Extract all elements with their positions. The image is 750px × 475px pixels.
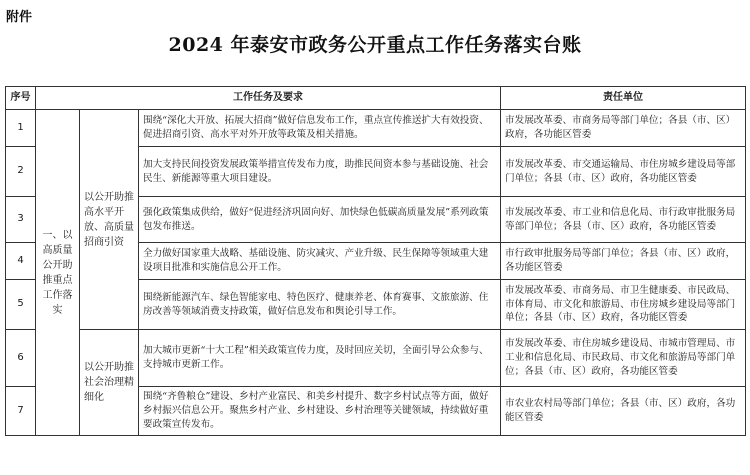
row-number: 5 <box>6 280 36 330</box>
task-ledger-table <box>5 86 746 436</box>
unit-cell: 市发展改革委、市住房城乡建设局、市城市管理局、市工业和信息化局、市民政局、市文化和旅游局等部门单位；各县（市、区）政府，各功能区管委 <box>501 330 746 387</box>
unit-cell: 市发展改革委、市工业和信息化局、市行政审批服务局等部门单位；各县（市、区）政府，各功能区管委 <box>501 197 746 243</box>
document-title: 2024 年泰安市政务公开重点工作任务落实台账 <box>168 34 582 56</box>
unit-cell: 市发展改革委、市商务局等部门单位；各县（市、区）政府，各功能区管委 <box>501 110 746 147</box>
header-unit: 责任单位 <box>501 87 746 110</box>
row-number: 6 <box>6 330 36 387</box>
task-cell: 强化政策集成供给，做好“促进经济巩固向好、加快绿色低碳高质量发展”系列政策包发布推送。 <box>139 197 501 243</box>
row-number: 2 <box>6 147 36 197</box>
task-cell: 围绕“齐鲁粮仓”建设、乡村产业富民、和美乡村提升、数字乡村试点等方面，做好乡村振兴信息公开。聚焦乡村产业、乡村建设、乡村治理等关键领域，持续做好重要政策宣传发布。 <box>139 387 501 436</box>
table-row <box>6 110 746 147</box>
table-header-row <box>6 87 746 110</box>
attachment-label: 附件 <box>6 10 33 25</box>
task-cell: 加大城市更新“十大工程”相关政策宣传力度，及时回应关切，全面引导公众参与、支持城市更新工作。 <box>139 330 501 387</box>
task-cell: 围绕“深化大开放、拓展大招商”做好信息发布工作，重点宣传推送扩大有效投资、促进招商引资、高水平对外开放等政策及相关措施。 <box>139 110 501 147</box>
unit-cell: 市行政审批服务局等部门单位；各县（市、区）政府，各功能区管委 <box>501 243 746 280</box>
unit-cell: 市发展改革委、市商务局、市卫生健康委、市民政局、市体育局、市文化和旅游局、市住房城乡建设局等部门单位；各县（市、区）政府，各功能区管委 <box>501 280 746 330</box>
table-row <box>6 330 746 387</box>
row-number: 4 <box>6 243 36 280</box>
header-task: 工作任务及要求 <box>36 87 501 110</box>
task-cell: 围绕新能源汽车、绿色智能家电、特色医疗、健康养老、体育赛事、文旅旅游、住房改善等领域消费支持政策，做好信息发布和舆论引导工作。 <box>139 280 501 330</box>
row-number: 7 <box>6 387 36 436</box>
unit-cell: 市农业农村局等部门单位；各县（市、区）政府，各功能区管委 <box>501 387 746 436</box>
unit-cell: 市发展改革委、市交通运输局、市住房城乡建设局等部门单位；各县（市、区）政府，各功能区管委 <box>501 147 746 197</box>
row-number: 3 <box>6 197 36 243</box>
subcategory-cell: 以公开助推高水平开放、高质量招商引资 <box>80 110 139 330</box>
subcategory-cell: 以公开助推社会治理精细化 <box>80 330 139 436</box>
row-number: 1 <box>6 110 36 147</box>
header-no: 序号 <box>6 87 36 110</box>
category-cell: 一、以高质量公开助推重点工作落实 <box>36 110 80 436</box>
task-cell: 加大支持民间投资发展政策举措宣传发布力度，助推民间资本参与基础设施、社会民生、新能源等重大项目建设。 <box>139 147 501 197</box>
task-cell: 全力做好国家重大战略、基础设施、防灾减灾、产业升级、民生保障等领域重大建设项目批准和实施信息公开工作。 <box>139 243 501 280</box>
